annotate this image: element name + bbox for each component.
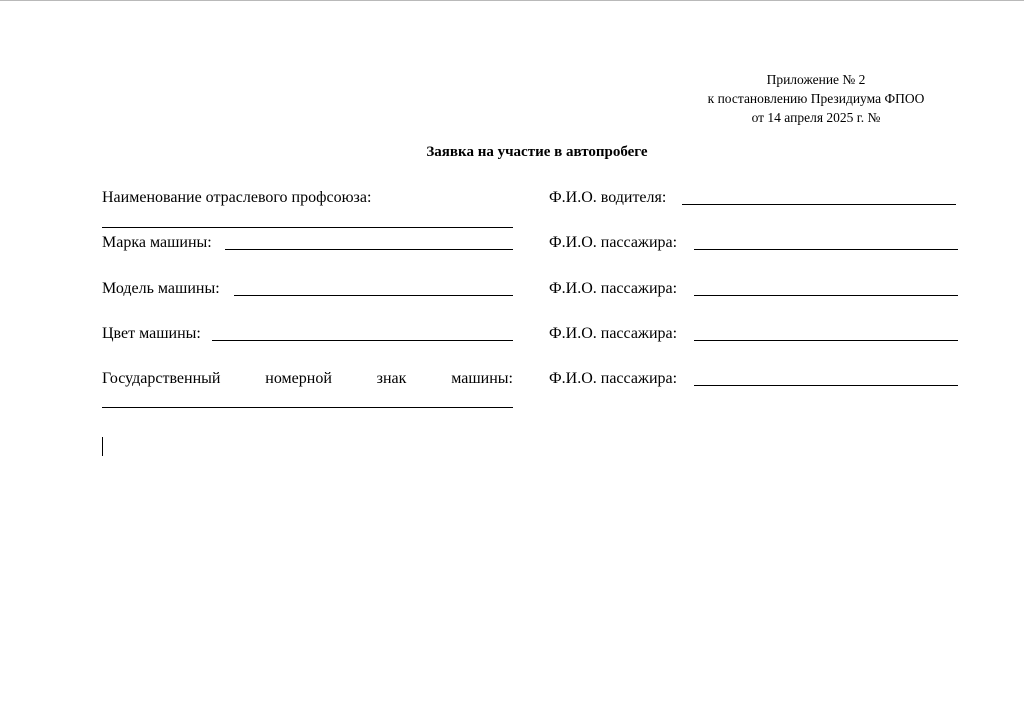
car-brand-field[interactable] (225, 249, 513, 250)
passenger-3-field[interactable] (694, 340, 958, 341)
car-brand-label: Марка машины: (102, 234, 212, 251)
annex-date: от 14 апреля 2025 г. № (751, 110, 881, 125)
passenger-2-label: Ф.И.О. пассажира: (549, 280, 678, 297)
car-color-field[interactable] (212, 340, 513, 341)
page-top-border (0, 0, 1024, 1)
text-cursor[interactable] (102, 437, 103, 456)
passenger-1-label: Ф.И.О. пассажира: (549, 234, 678, 251)
car-model-field[interactable] (234, 295, 513, 296)
driver-name-field[interactable] (682, 204, 956, 205)
union-name-label: Наименование отраслевого профсоюза: (102, 189, 372, 206)
passenger-4-label: Ф.И.О. пассажира: (549, 370, 678, 387)
annex-header (666, 70, 966, 127)
plate-word-2: номерной (265, 370, 332, 387)
passenger-1-field[interactable] (694, 249, 958, 250)
plate-number-label (102, 369, 513, 389)
plate-word-3: знак (376, 370, 407, 387)
plate-word-1: Государственный (102, 370, 221, 387)
car-color-label: Цвет машины: (102, 325, 201, 342)
annex-number: Приложение № 2 (766, 72, 866, 87)
driver-name-label: Ф.И.О. водителя: (549, 189, 667, 206)
form-title: Заявка на участие в автопробеге (426, 144, 648, 160)
union-name-field[interactable] (102, 227, 513, 228)
annex-resolution: к постановлению Президиума ФПОО (707, 91, 925, 106)
car-model-label: Модель машины: (102, 280, 220, 297)
passenger-2-field[interactable] (694, 295, 958, 296)
passenger-3-label: Ф.И.О. пассажира: (549, 325, 678, 342)
plate-number-field[interactable] (102, 407, 513, 408)
passenger-4-field[interactable] (694, 385, 958, 386)
plate-word-4: машины: (451, 370, 513, 387)
